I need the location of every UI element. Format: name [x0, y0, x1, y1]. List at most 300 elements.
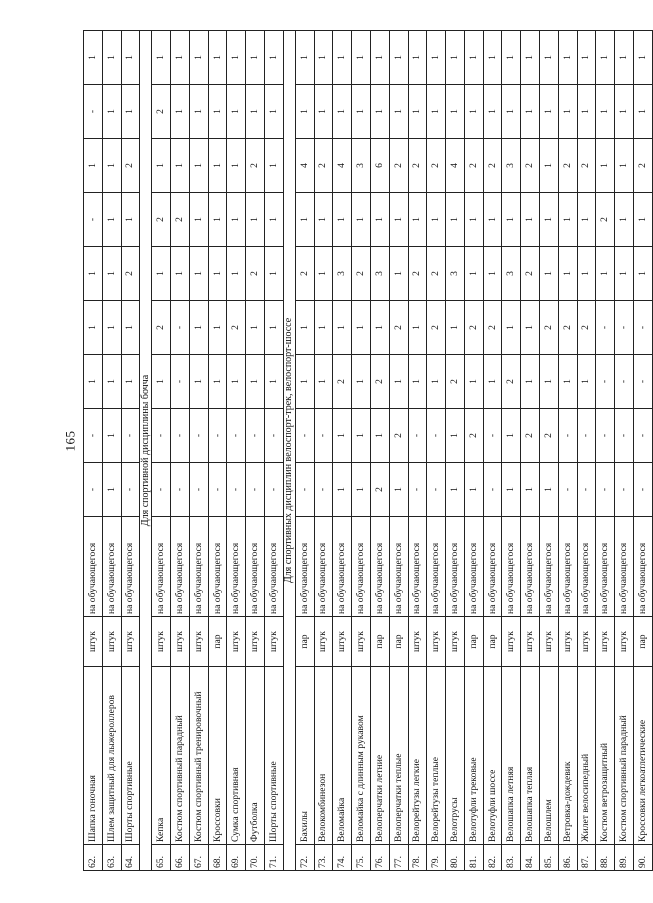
- table-row: [389, 31, 408, 871]
- basis-cell: на обучающегося: [446, 517, 465, 617]
- quantity-cell: 2: [483, 301, 502, 355]
- quantity-cell: 2: [483, 139, 502, 193]
- basis-cell: на обучающегося: [577, 517, 596, 617]
- quantity-cell: 1: [227, 85, 246, 139]
- basis-cell: на обучающегося: [121, 517, 140, 617]
- item-name: Велокомбинезон: [314, 667, 333, 845]
- quantity-cell: 1: [483, 31, 502, 85]
- quantity-cell: 2: [408, 139, 427, 193]
- basis-cell: на обучающегося: [483, 517, 502, 617]
- quantity-cell: 1: [577, 355, 596, 409]
- item-name: Шорты спортивные: [121, 667, 140, 845]
- unit-cell: штук: [596, 617, 615, 667]
- quantity-cell: 1: [352, 355, 371, 409]
- quantity-cell: 1: [102, 31, 121, 85]
- quantity-cell: 1: [483, 247, 502, 301]
- quantity-cell: 1: [171, 139, 190, 193]
- item-name: Ветровка-дождевик: [558, 667, 577, 845]
- table-row: [483, 31, 502, 871]
- quantity-cell: -: [171, 409, 190, 463]
- section-title: Для спортивной дисциплины бочча: [140, 31, 152, 871]
- quantity-cell: 1: [464, 193, 483, 247]
- quantity-cell: -: [171, 463, 190, 517]
- row-number: 62.: [84, 845, 103, 871]
- row-number: 68.: [208, 845, 227, 871]
- row-number: 69.: [227, 845, 246, 871]
- quantity-cell: 2: [352, 247, 371, 301]
- quantity-cell: 1: [446, 85, 465, 139]
- quantity-cell: 1: [208, 31, 227, 85]
- unit-cell: штук: [171, 617, 190, 667]
- quantity-cell: 3: [352, 139, 371, 193]
- basis-cell: на обучающегося: [171, 517, 190, 617]
- quantity-cell: 1: [246, 85, 265, 139]
- quantity-cell: 2: [558, 301, 577, 355]
- quantity-cell: 1: [227, 31, 246, 85]
- quantity-cell: 1: [84, 31, 103, 85]
- quantity-cell: 2: [333, 355, 352, 409]
- basis-cell: на обучающегося: [295, 517, 314, 617]
- quantity-cell: 2: [464, 301, 483, 355]
- quantity-cell: 1: [502, 463, 521, 517]
- quantity-cell: -: [246, 409, 265, 463]
- quantity-cell: 1: [596, 247, 615, 301]
- quantity-cell: 1: [189, 139, 208, 193]
- quantity-cell: 1: [615, 31, 634, 85]
- quantity-cell: 1: [352, 85, 371, 139]
- quantity-cell: -: [246, 463, 265, 517]
- row-number: 64.: [121, 845, 140, 871]
- quantity-cell: 1: [539, 355, 558, 409]
- quantity-cell: 2: [464, 139, 483, 193]
- row-number: 89.: [615, 845, 634, 871]
- table-row: [189, 31, 208, 871]
- quantity-cell: 2: [314, 139, 333, 193]
- item-name: Шлем защитный для лыжероллеров: [102, 667, 121, 845]
- quantity-cell: 1: [446, 193, 465, 247]
- quantity-cell: 1: [152, 247, 171, 301]
- quantity-cell: 1: [370, 85, 389, 139]
- quantity-cell: -: [314, 409, 333, 463]
- quantity-cell: 1: [314, 85, 333, 139]
- quantity-cell: 2: [521, 247, 540, 301]
- quantity-cell: 2: [389, 301, 408, 355]
- quantity-cell: 1: [333, 85, 352, 139]
- quantity-cell: 1: [502, 301, 521, 355]
- item-name: Велорейтузы теплые: [427, 667, 446, 845]
- quantity-cell: 1: [333, 31, 352, 85]
- quantity-cell: 1: [102, 85, 121, 139]
- item-name: Велорейтузы легкие: [408, 667, 427, 845]
- item-name: Шорты спортивные: [265, 667, 284, 845]
- quantity-cell: 2: [152, 193, 171, 247]
- unit-cell: пар: [483, 617, 502, 667]
- item-name: Велошапка теплая: [521, 667, 540, 845]
- quantity-cell: 1: [408, 193, 427, 247]
- unit-cell: пар: [295, 617, 314, 667]
- table-body: [84, 31, 653, 871]
- item-name: Велошлем: [539, 667, 558, 845]
- table-row: [427, 31, 446, 871]
- quantity-cell: 1: [577, 193, 596, 247]
- section-row: [283, 31, 295, 871]
- quantity-cell: 1: [370, 31, 389, 85]
- quantity-cell: -: [171, 301, 190, 355]
- quantity-cell: 1: [389, 31, 408, 85]
- item-name: Футболка: [246, 667, 265, 845]
- quantity-cell: 1: [171, 31, 190, 85]
- quantity-cell: 1: [389, 85, 408, 139]
- quantity-cell: 2: [521, 409, 540, 463]
- table-row: [370, 31, 389, 871]
- table-row: [558, 31, 577, 871]
- quantity-cell: -: [295, 463, 314, 517]
- item-name: Кроссовки: [208, 667, 227, 845]
- quantity-cell: 1: [446, 301, 465, 355]
- quantity-cell: 1: [227, 247, 246, 301]
- quantity-cell: -: [633, 409, 652, 463]
- quantity-cell: 1: [427, 31, 446, 85]
- table-row: [502, 31, 521, 871]
- quantity-cell: -: [208, 463, 227, 517]
- quantity-cell: 1: [596, 31, 615, 85]
- unit-cell: пар: [633, 617, 652, 667]
- basis-cell: на обучающегося: [265, 517, 284, 617]
- quantity-cell: -: [227, 409, 246, 463]
- basis-cell: на обучающегося: [521, 517, 540, 617]
- quantity-cell: 2: [408, 247, 427, 301]
- quantity-cell: 2: [370, 463, 389, 517]
- row-number: 71.: [265, 845, 284, 871]
- quantity-cell: -: [596, 301, 615, 355]
- quantity-cell: 1: [483, 85, 502, 139]
- basis-cell: на обучающегося: [208, 517, 227, 617]
- quantity-cell: 1: [265, 85, 284, 139]
- unit-cell: штук: [314, 617, 333, 667]
- quantity-cell: 1: [633, 85, 652, 139]
- item-name: Кепка: [152, 667, 171, 845]
- quantity-cell: 1: [208, 193, 227, 247]
- unit-cell: пар: [370, 617, 389, 667]
- quantity-cell: 1: [446, 31, 465, 85]
- quantity-cell: 1: [427, 193, 446, 247]
- row-number: 81.: [464, 845, 483, 871]
- item-name: Веломайка с длинным рукавом: [352, 667, 371, 845]
- quantity-cell: -: [615, 301, 634, 355]
- quantity-cell: 1: [121, 355, 140, 409]
- quantity-cell: 1: [295, 193, 314, 247]
- basis-cell: на обучающегося: [84, 517, 103, 617]
- quantity-cell: 1: [352, 193, 371, 247]
- quantity-cell: 2: [577, 301, 596, 355]
- quantity-cell: -: [427, 409, 446, 463]
- quantity-cell: 1: [102, 355, 121, 409]
- quantity-cell: -: [295, 409, 314, 463]
- basis-cell: на обучающегося: [389, 517, 408, 617]
- quantity-cell: 1: [171, 85, 190, 139]
- quantity-cell: 1: [558, 193, 577, 247]
- quantity-cell: 1: [295, 85, 314, 139]
- quantity-cell: -: [84, 193, 103, 247]
- basis-cell: на обучающегося: [227, 517, 246, 617]
- item-name: Бахилы: [295, 667, 314, 845]
- quantity-cell: 2: [152, 301, 171, 355]
- unit-cell: штук: [502, 617, 521, 667]
- section-row: [140, 31, 152, 871]
- row-number: 87.: [577, 845, 596, 871]
- quantity-cell: 2: [596, 193, 615, 247]
- quantity-cell: 1: [370, 193, 389, 247]
- quantity-cell: 1: [370, 301, 389, 355]
- quantity-cell: 1: [577, 247, 596, 301]
- quantity-cell: 1: [227, 193, 246, 247]
- quantity-cell: 1: [483, 193, 502, 247]
- quantity-cell: 1: [408, 355, 427, 409]
- row-number: 85.: [539, 845, 558, 871]
- quantity-cell: -: [265, 409, 284, 463]
- quantity-cell: -: [84, 85, 103, 139]
- quantity-cell: 1: [464, 247, 483, 301]
- table-row: [352, 31, 371, 871]
- quantity-cell: 4: [333, 139, 352, 193]
- quantity-cell: 1: [502, 409, 521, 463]
- quantity-cell: 1: [389, 463, 408, 517]
- row-number: 82.: [483, 845, 502, 871]
- quantity-cell: 1: [102, 139, 121, 193]
- row-number: 72.: [295, 845, 314, 871]
- item-name: Шапка гоночная: [84, 667, 103, 845]
- item-name: Велошапка летняя: [502, 667, 521, 845]
- unit-cell: штук: [152, 617, 171, 667]
- quantity-cell: 1: [389, 247, 408, 301]
- quantity-cell: -: [408, 463, 427, 517]
- quantity-cell: 1: [615, 139, 634, 193]
- row-number: 66.: [171, 845, 190, 871]
- table-row: [464, 31, 483, 871]
- basis-cell: на обучающегося: [152, 517, 171, 617]
- quantity-cell: -: [84, 463, 103, 517]
- quantity-cell: -: [427, 463, 446, 517]
- quantity-cell: 1: [502, 193, 521, 247]
- quantity-cell: 1: [558, 31, 577, 85]
- item-name: Велоперчатки теплые: [389, 667, 408, 845]
- quantity-cell: 1: [521, 193, 540, 247]
- quantity-cell: 2: [152, 85, 171, 139]
- quantity-cell: 1: [189, 301, 208, 355]
- quantity-cell: 1: [265, 193, 284, 247]
- quantity-cell: 3: [502, 247, 521, 301]
- quantity-cell: 1: [189, 247, 208, 301]
- item-name: Сумка спортивная: [227, 667, 246, 845]
- unit-cell: штук: [352, 617, 371, 667]
- quantity-cell: 1: [483, 355, 502, 409]
- quantity-cell: 4: [295, 139, 314, 193]
- row-number: 70.: [246, 845, 265, 871]
- row-number: 86.: [558, 845, 577, 871]
- quantity-cell: 1: [558, 85, 577, 139]
- unit-cell: штук: [521, 617, 540, 667]
- quantity-cell: 1: [596, 85, 615, 139]
- quantity-cell: 1: [502, 85, 521, 139]
- quantity-cell: 1: [314, 31, 333, 85]
- equipment-table: [83, 30, 653, 871]
- basis-cell: на обучающегося: [314, 517, 333, 617]
- row-number: 78.: [408, 845, 427, 871]
- row-number: 65.: [152, 845, 171, 871]
- quantity-cell: 1: [633, 193, 652, 247]
- quantity-cell: 1: [408, 85, 427, 139]
- quantity-cell: 1: [333, 193, 352, 247]
- quantity-cell: 1: [121, 31, 140, 85]
- quantity-cell: 1: [265, 301, 284, 355]
- table-row: [521, 31, 540, 871]
- quantity-cell: 1: [446, 409, 465, 463]
- quantity-cell: 1: [84, 301, 103, 355]
- quantity-cell: -: [558, 463, 577, 517]
- item-name: Кроссовки легкоатлетические: [633, 667, 652, 845]
- page-number: 165: [62, 430, 78, 452]
- row-number: 79.: [427, 845, 446, 871]
- quantity-cell: 1: [539, 247, 558, 301]
- quantity-cell: 1: [596, 139, 615, 193]
- row-number: 76.: [370, 845, 389, 871]
- quantity-cell: 1: [314, 247, 333, 301]
- quantity-cell: 1: [427, 355, 446, 409]
- quantity-cell: 1: [464, 355, 483, 409]
- item-name: Костюм спортивный тренировочный: [189, 667, 208, 845]
- quantity-cell: 1: [558, 355, 577, 409]
- quantity-cell: 1: [333, 301, 352, 355]
- quantity-cell: -: [189, 463, 208, 517]
- quantity-cell: 2: [389, 139, 408, 193]
- table-row: [102, 31, 121, 871]
- unit-cell: пар: [389, 617, 408, 667]
- basis-cell: на обучающегося: [464, 517, 483, 617]
- quantity-cell: 1: [246, 301, 265, 355]
- quantity-cell: 1: [295, 301, 314, 355]
- unit-cell: штук: [333, 617, 352, 667]
- quantity-cell: 1: [408, 301, 427, 355]
- quantity-cell: 3: [370, 247, 389, 301]
- quantity-cell: 3: [333, 247, 352, 301]
- item-name: Велотуфли шоссе: [483, 667, 502, 845]
- quantity-cell: -: [483, 463, 502, 517]
- quantity-cell: -: [596, 355, 615, 409]
- quantity-cell: 1: [370, 409, 389, 463]
- row-number: 75.: [352, 845, 371, 871]
- quantity-cell: 1: [295, 31, 314, 85]
- quantity-cell: -: [265, 463, 284, 517]
- rotated-table-container: [83, 31, 653, 871]
- table-row: [152, 31, 171, 871]
- quantity-cell: 1: [227, 355, 246, 409]
- quantity-cell: 1: [539, 31, 558, 85]
- quantity-cell: 3: [446, 247, 465, 301]
- quantity-cell: 1: [84, 139, 103, 193]
- quantity-cell: 1: [208, 139, 227, 193]
- quantity-cell: 2: [558, 139, 577, 193]
- item-name: Веломайка: [333, 667, 352, 845]
- quantity-cell: 2: [577, 139, 596, 193]
- item-name: Костюм ветрозащитный: [596, 667, 615, 845]
- item-name: Костюм спортивный парадный: [615, 667, 634, 845]
- row-number: 73.: [314, 845, 333, 871]
- quantity-cell: -: [152, 463, 171, 517]
- quantity-cell: 1: [189, 355, 208, 409]
- unit-cell: штук: [558, 617, 577, 667]
- quantity-cell: 2: [633, 139, 652, 193]
- quantity-cell: 2: [370, 355, 389, 409]
- quantity-cell: 2: [121, 247, 140, 301]
- row-number: 63.: [102, 845, 121, 871]
- unit-cell: штук: [577, 617, 596, 667]
- unit-cell: пар: [464, 617, 483, 667]
- quantity-cell: 1: [102, 463, 121, 517]
- quantity-cell: 1: [502, 31, 521, 85]
- unit-cell: штук: [121, 617, 140, 667]
- quantity-cell: -: [84, 409, 103, 463]
- quantity-cell: 2: [446, 355, 465, 409]
- quantity-cell: 1: [152, 355, 171, 409]
- quantity-cell: -: [558, 409, 577, 463]
- quantity-cell: -: [577, 409, 596, 463]
- unit-cell: штук: [189, 617, 208, 667]
- quantity-cell: -: [152, 409, 171, 463]
- unit-cell: штук: [246, 617, 265, 667]
- quantity-cell: 2: [502, 355, 521, 409]
- quantity-cell: 2: [427, 301, 446, 355]
- quantity-cell: 1: [102, 193, 121, 247]
- quantity-cell: 2: [246, 247, 265, 301]
- quantity-cell: 2: [171, 193, 190, 247]
- quantity-cell: 1: [521, 85, 540, 139]
- basis-cell: на обучающегося: [539, 517, 558, 617]
- basis-cell: на обучающегося: [558, 517, 577, 617]
- table-row: [265, 31, 284, 871]
- quantity-cell: -: [121, 409, 140, 463]
- quantity-cell: -: [577, 463, 596, 517]
- quantity-cell: 1: [558, 247, 577, 301]
- quantity-cell: 1: [389, 193, 408, 247]
- quantity-cell: -: [633, 301, 652, 355]
- quantity-cell: 1: [208, 247, 227, 301]
- quantity-cell: 1: [84, 355, 103, 409]
- section-title: Для спортивных дисциплин велоспорт-трек, велоспорт-шоссе: [283, 31, 295, 871]
- quantity-cell: 2: [427, 247, 446, 301]
- item-name: Велоперчатки летние: [370, 667, 389, 845]
- table-row: [596, 31, 615, 871]
- table-row: [171, 31, 190, 871]
- basis-cell: на обучающегося: [615, 517, 634, 617]
- quantity-cell: 1: [208, 301, 227, 355]
- quantity-cell: 1: [333, 463, 352, 517]
- table-row: [577, 31, 596, 871]
- table-row: [227, 31, 246, 871]
- table-row: [408, 31, 427, 871]
- row-number: 88.: [596, 845, 615, 871]
- quantity-cell: -: [615, 409, 634, 463]
- quantity-cell: 1: [265, 139, 284, 193]
- quantity-cell: 1: [427, 85, 446, 139]
- quantity-cell: 2: [539, 409, 558, 463]
- quantity-cell: 1: [265, 355, 284, 409]
- row-number: 74.: [333, 845, 352, 871]
- quantity-cell: 1: [352, 31, 371, 85]
- unit-cell: штук: [227, 617, 246, 667]
- quantity-cell: 1: [464, 31, 483, 85]
- quantity-cell: -: [633, 463, 652, 517]
- basis-cell: на обучающегося: [427, 517, 446, 617]
